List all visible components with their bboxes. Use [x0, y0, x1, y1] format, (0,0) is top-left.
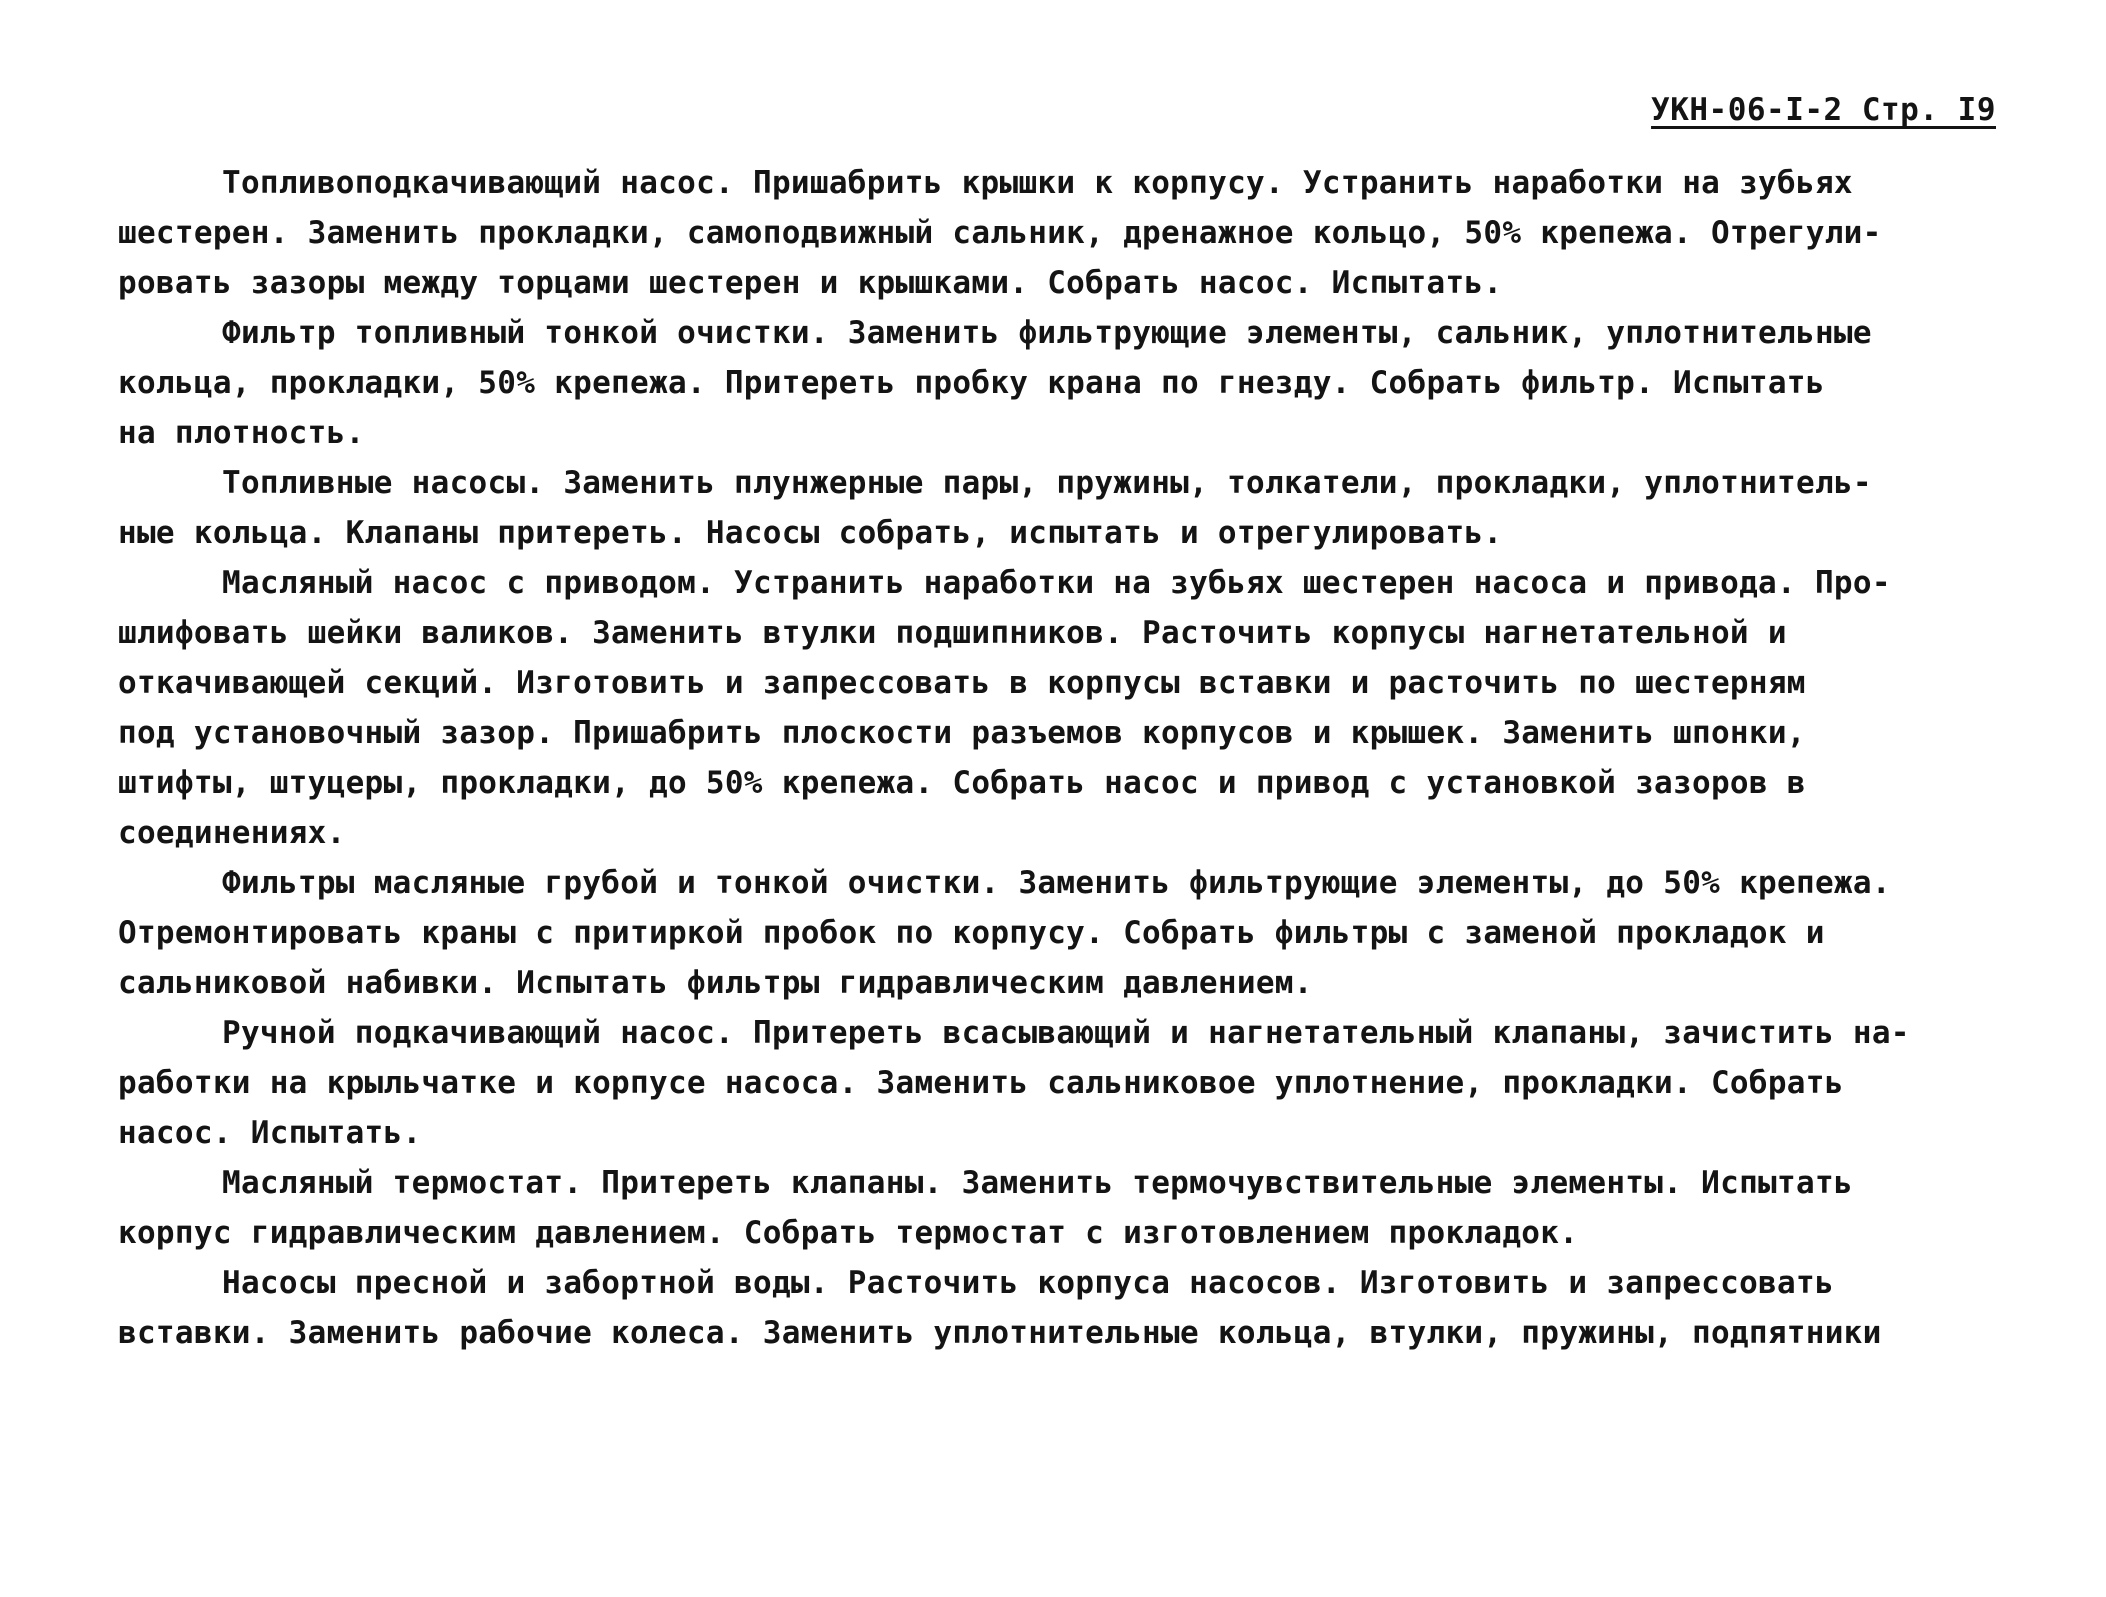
text-line: шлифовать шейки валиков. Заменить втулки подшипников. Расточить корпусы нагнетательной и: [118, 615, 1787, 651]
text-line: ровать зазоры между торцами шестерен и крышками. Собрать насос. Испытать.: [118, 265, 1503, 301]
text-line: откачивающей секций. Изготовить и запрессовать в корпусы вставки и расточить по шестерням: [118, 665, 1806, 701]
text-line: штифты, штуцеры, прокладки, до 50% крепежа. Собрать насос и привод с установкой зазоров в: [118, 765, 1806, 801]
page-header-reference: УКН-06-I-2 Стр. I9: [1651, 92, 1996, 128]
text-line: кольца, прокладки, 50% крепежа. Притереть пробку крана по гнезду. Собрать фильтр. Испытать: [118, 365, 1825, 401]
text-line: Масляный термостат. Притереть клапаны. Заменить термочувствительные элементы. Испытать: [222, 1165, 1853, 1201]
text-line: Фильтры масляные грубой и тонкой очистки. Заменить фильтрующие элементы, до 50% крепежа.: [222, 865, 1891, 901]
text-line: Отремонтировать краны с притиркой пробок по корпусу. Собрать фильтры с заменой прокладок и: [118, 915, 1825, 951]
text-line: вставки. Заменить рабочие колеса. Заменить уплотнительные кольца, втулки, пружины, подпятники: [118, 1315, 1882, 1351]
text-line: сальниковой набивки. Испытать фильтры гидравлическим давлением.: [118, 965, 1313, 1001]
text-line: работки на крыльчатке и корпусе насоса. Заменить сальниковое уплотнение, прокладки. Собрать: [118, 1065, 1844, 1101]
text-line: насос. Испытать.: [118, 1115, 422, 1151]
text-line: ные кольца. Клапаны притереть. Насосы собрать, испытать и отрегулировать.: [118, 515, 1503, 551]
text-line: соединениях.: [118, 815, 346, 851]
text-line: под установочный зазор. Пришабрить плоскости разъемов корпусов и крышек. Заменить шпонки,: [118, 715, 1806, 751]
text-line: Фильтр топливный тонкой очистки. Заменить фильтрующие элементы, сальник, уплотнительные: [222, 315, 1872, 351]
text-line: шестерен. Заменить прокладки, самоподвижный сальник, дренажное кольцо, 50% крепежа. Отрегули-: [118, 215, 1882, 251]
text-line: Ручной подкачивающий насос. Притереть всасывающий и нагнетательный клапаны, зачистить на-: [222, 1015, 1910, 1051]
document-body: [118, 158, 2018, 1358]
text-line: корпус гидравлическим давлением. Собрать термостат с изготовлением прокладок.: [118, 1215, 1579, 1251]
text-line: на плотность.: [118, 415, 365, 451]
text-line: Топливоподкачивающий насос. Пришабрить крышки к корпусу. Устранить наработки на зубьях: [222, 165, 1853, 201]
text-line: Масляный насос с приводом. Устранить наработки на зубьях шестерен насоса и привода. Про-: [222, 565, 1891, 601]
text-line: Насосы пресной и забортной воды. Расточить корпуса насосов. Изготовить и запрессовать: [222, 1265, 1834, 1301]
text-line: Топливные насосы. Заменить плунжерные пары, пружины, толкатели, прокладки, уплотнитель-: [222, 465, 1872, 501]
